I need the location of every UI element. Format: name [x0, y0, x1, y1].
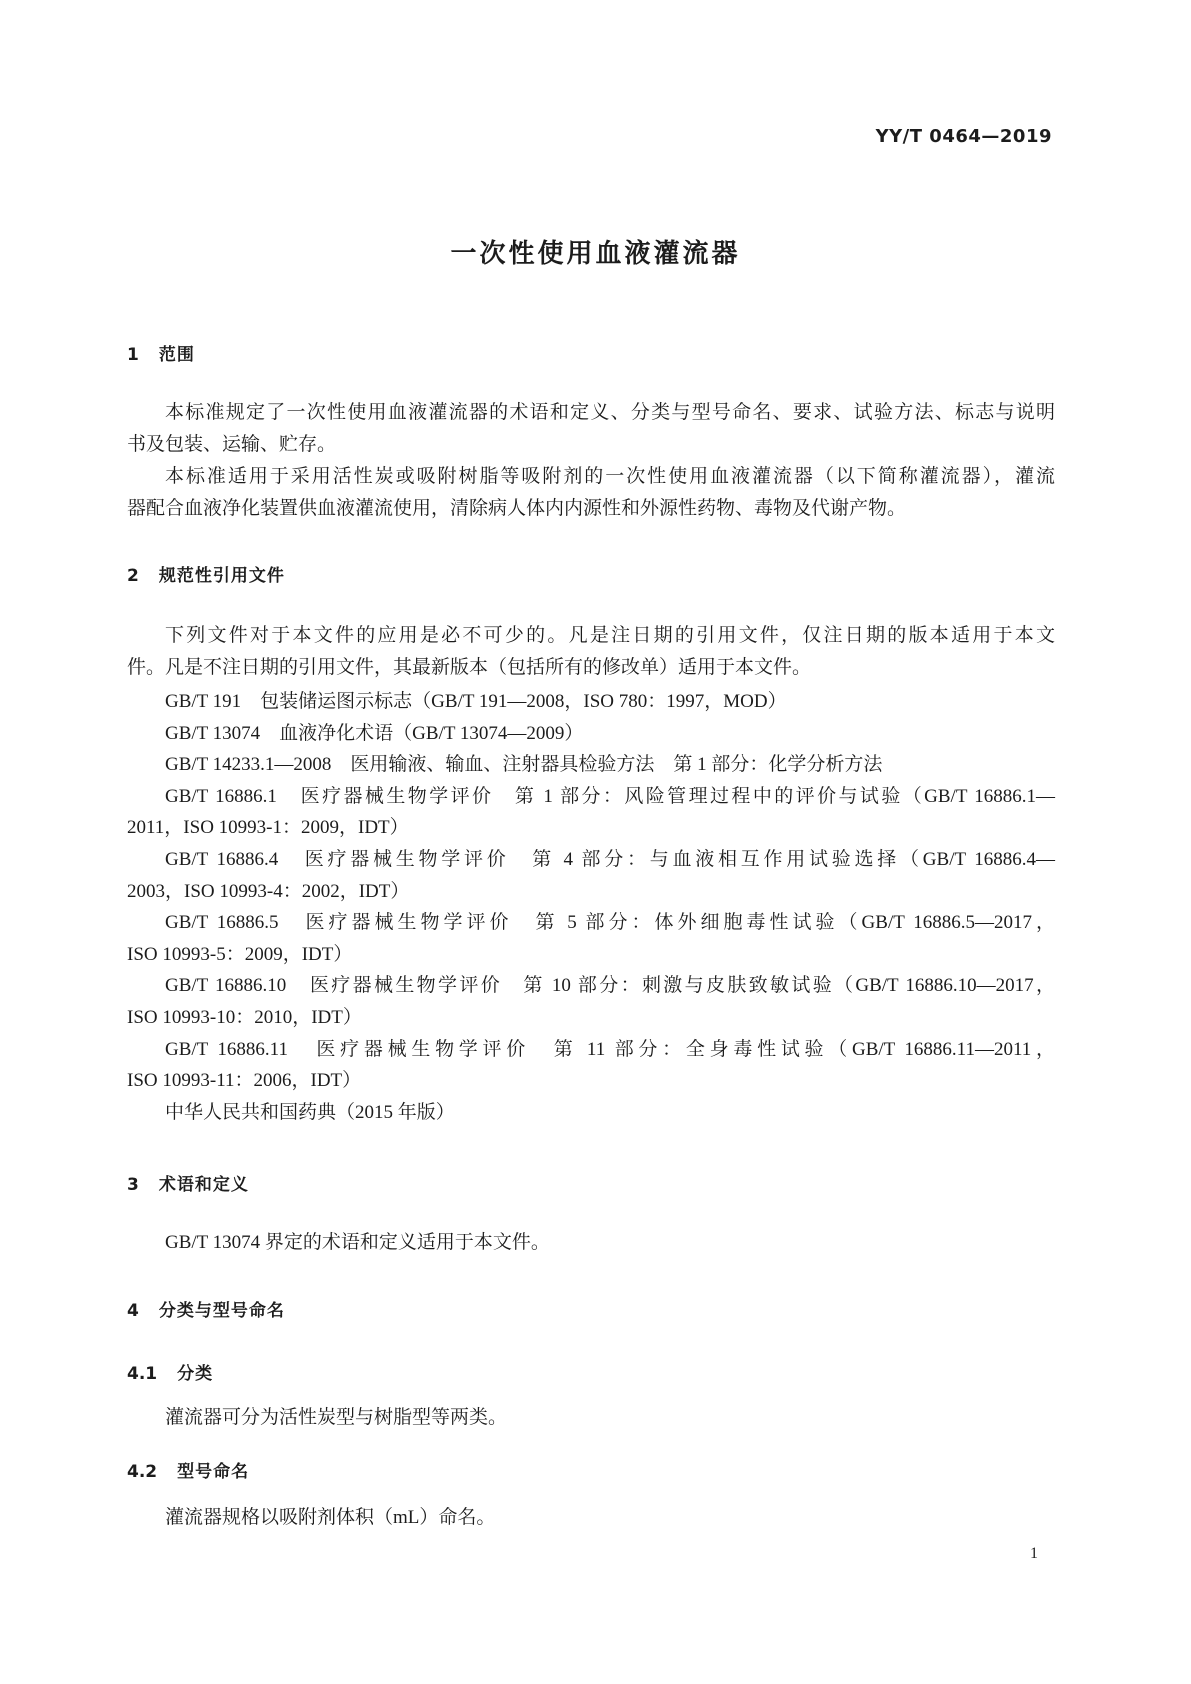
section-title: 术语和定义	[158, 1175, 249, 1195]
paragraph	[127, 397, 1055, 460]
paragraph-line: 灌流器可分为活性炭型与树脂型等两类。	[165, 1407, 508, 1428]
reference-line: GB/T 191 包装储运图示标志（GB/T 191—2008，ISO 780：1997，MOD）	[165, 691, 787, 712]
section-title: 规范性引用文件	[158, 566, 285, 586]
reference-line: GB/T 16886.11 医疗器械生物学评价 第 11 部分：全身毒性试验（GB/T 16886.11—2011，	[165, 1038, 1055, 1060]
reference-item	[127, 686, 1055, 718]
section-number: 3	[127, 1175, 139, 1195]
paragraph-line: 本标准规定了一次性使用血液灌流器的术语和定义、分类与型号命名、要求、试验方法、标志与说明	[165, 402, 1055, 423]
standard-code: YY/T 0464—2019	[875, 126, 1052, 147]
paragraph	[127, 1502, 1055, 1534]
section-number: 4	[127, 1301, 139, 1321]
reference-item	[127, 844, 1055, 907]
subsection-heading-model-naming	[127, 1457, 249, 1482]
reference-item	[127, 718, 1055, 750]
subsection-number: 4.2	[127, 1462, 158, 1482]
subsection-title: 分类	[177, 1364, 214, 1384]
section-number: 2	[127, 566, 139, 586]
document-title: 一次性使用血液灌流器	[450, 239, 741, 269]
reference-line: GB/T 13074 血液净化术语（GB/T 13074—2009）	[165, 722, 584, 744]
reference-item	[127, 907, 1055, 970]
section-title: 分类与型号命名	[158, 1301, 285, 1321]
reference-line: GB/T 16886.10 医疗器械生物学评价 第 10 部分：刺激与皮肤致敏试验（GB/T 16886.10—2017，	[165, 975, 1055, 997]
reference-item	[127, 749, 1055, 781]
reference-line: GB/T 16886.4 医疗器械生物学评价 第 4 部分：与血液相互作用试验选择（GB/T 16886.4—	[165, 848, 1055, 870]
paragraph-line: 器配合血液净化装置供血液灌流使用，清除病人体内内源性和外源性药物、毒物及代谢产物。	[127, 497, 907, 519]
reference-line: GB/T 16886.1 医疗器械生物学评价 第 1 部分：风险管理过程中的评价与试验（GB/T 16886.1—	[165, 785, 1055, 807]
paragraph	[127, 620, 1055, 683]
section-heading-normative-references	[127, 561, 285, 586]
reference-line: 2003，ISO 10993-4：2002，IDT）	[127, 880, 410, 902]
paragraph-line: 灌流器规格以吸附剂体积（mL）命名。	[165, 1507, 496, 1528]
reference-item	[127, 1097, 1055, 1129]
reference-line: ISO 10993-5：2009，IDT）	[127, 943, 353, 965]
page-number: 1	[1030, 1545, 1038, 1562]
reference-item	[127, 1034, 1055, 1097]
reference-line: GB/T 16886.5 医疗器械生物学评价 第 5 部分：体外细胞毒性试验（GB/T 16886.5—2017，	[165, 912, 1055, 934]
paragraph	[127, 461, 1055, 524]
paragraph-line: 下列文件对于本文件的应用是必不可少的。凡是注日期的引用文件，仅注日期的版本适用于本文	[165, 625, 1055, 646]
section-heading-terms	[127, 1170, 249, 1195]
reference-item	[127, 970, 1055, 1033]
subsection-title: 型号命名	[177, 1462, 250, 1482]
reference-item	[127, 781, 1055, 844]
section-title: 范围	[158, 345, 195, 365]
reference-line: ISO 10993-10：2010，IDT）	[127, 1006, 362, 1028]
reference-line: ISO 10993-11：2006，IDT）	[127, 1070, 362, 1092]
reference-line: 中华人民共和国药典（2015 年版）	[165, 1101, 455, 1123]
paragraph	[127, 1402, 1055, 1434]
paragraph	[127, 1227, 1055, 1259]
section-heading-classification	[127, 1296, 285, 1321]
subsection-number: 4.1	[127, 1364, 158, 1384]
paragraph-line: GB/T 13074 界定的术语和定义适用于本文件。	[165, 1232, 550, 1253]
section-heading-scope	[127, 340, 195, 365]
reference-list	[127, 686, 1055, 1128]
section-number: 1	[127, 345, 139, 365]
paragraph-line: 件。凡是不注日期的引用文件，其最新版本（包括所有的修改单）适用于本文件。	[127, 656, 812, 678]
paragraph-line: 书及包装、运输、贮存。	[127, 433, 337, 455]
reference-line: GB/T 14233.1—2008 医用输液、输血、注射器具检验方法 第 1 部分：化学分析方法	[165, 754, 883, 776]
reference-line: 2011，ISO 10993-1：2009，IDT）	[127, 817, 409, 839]
paragraph-line: 本标准适用于采用活性炭或吸附树脂等吸附剂的一次性使用血液灌流器（以下简称灌流器），灌流	[165, 466, 1055, 487]
subsection-heading-classification	[127, 1359, 213, 1384]
